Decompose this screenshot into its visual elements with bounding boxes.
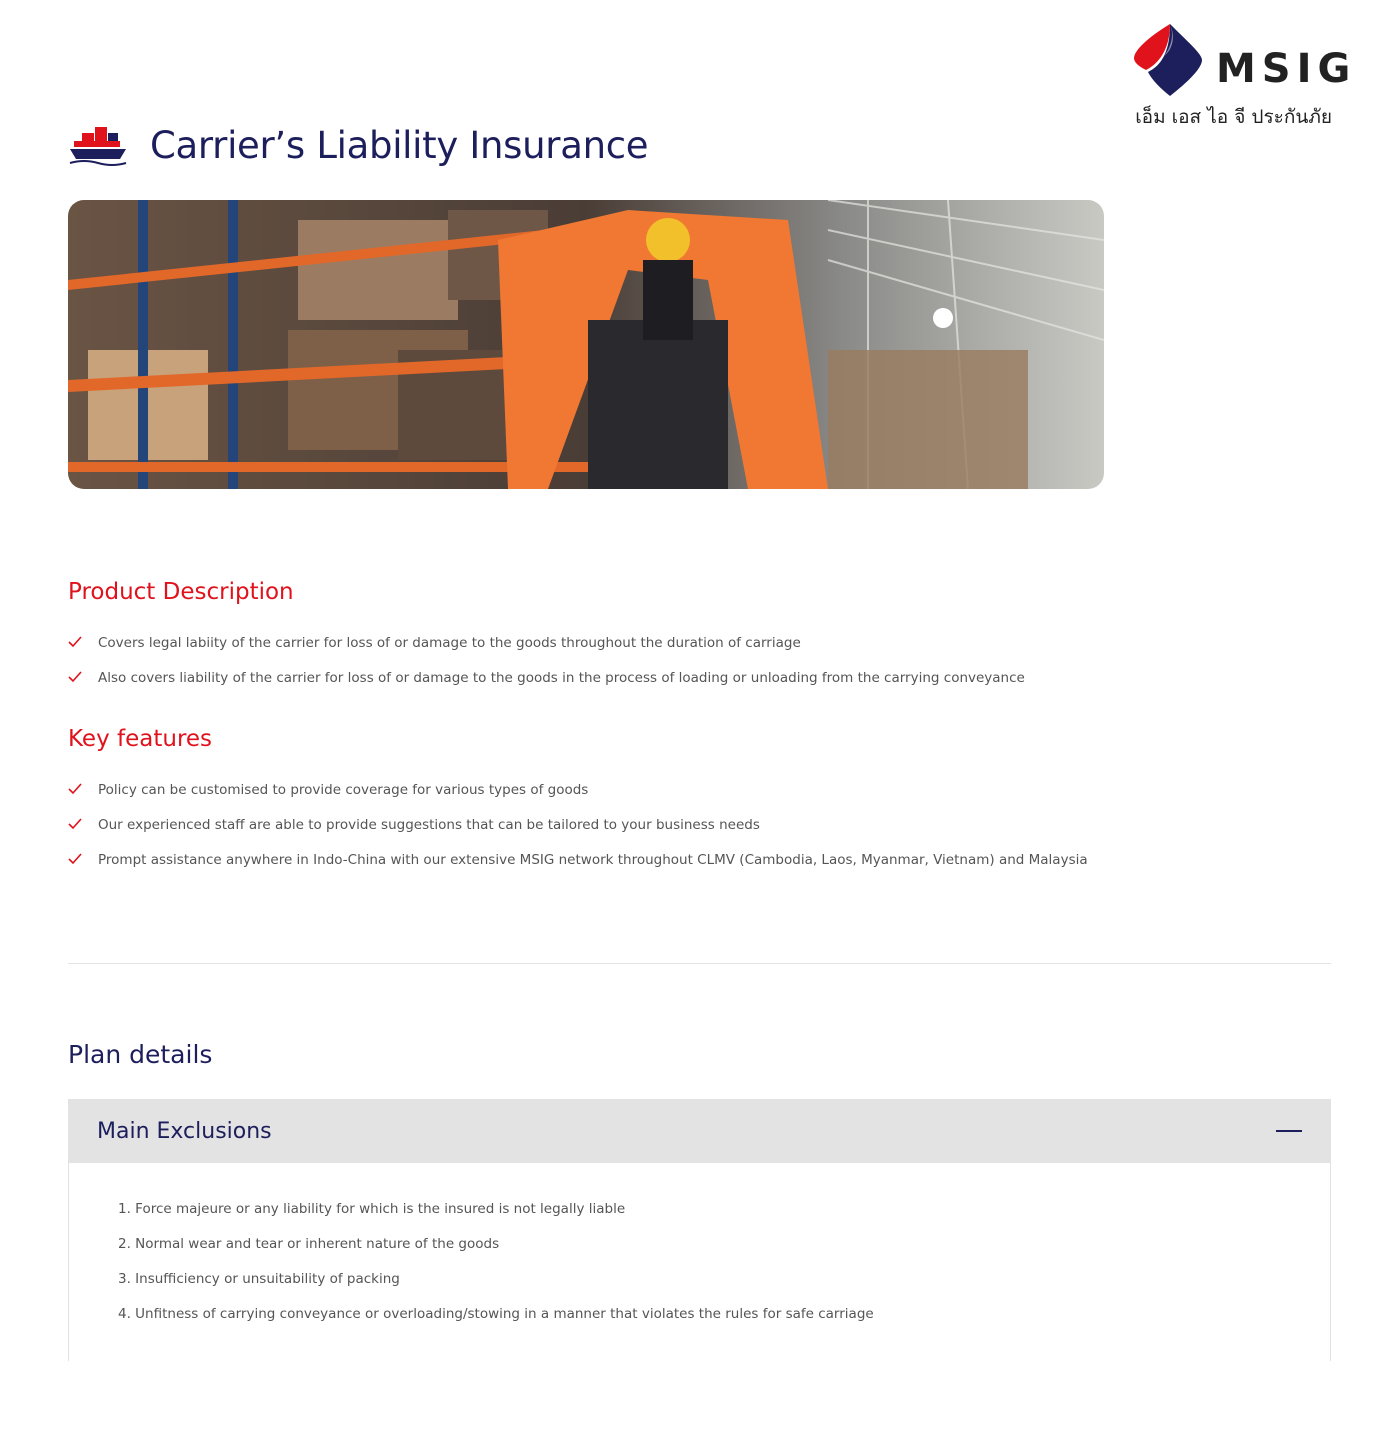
checkmark-icon [68,852,82,866]
list-item: 4. Unfitness of carrying conveyance or overloading/stowing in a manner that violates the rules for safe carriage [118,1306,874,1322]
list-item-text: Our experienced staff are able to provide suggestions that can be tailored to your business needs [98,817,760,833]
collapse-minus-icon[interactable] [1276,1130,1302,1132]
product-description-heading: Product Description [68,579,294,605]
accordion-header[interactable] [69,1099,1330,1163]
list-item-text: Covers legal labiity of the carrier for loss of or damage to the goods throughout the duration of carriage [98,635,801,651]
warehouse-photo [68,200,1104,489]
list-item: 2. Normal wear and tear or inherent nature of the goods [118,1236,500,1252]
list-item: 1. Force majeure or any liability for which is the insured is not legally liable [118,1201,626,1217]
exclusions-list [69,1163,1330,1341]
page-title: Carrier’s Liability Insurance [150,123,649,167]
list-item [68,852,1088,887]
key-features-heading: Key features [68,726,213,752]
list-item [68,670,1025,705]
list-item [68,782,1088,817]
key-features-list [68,782,1088,887]
checkmark-icon [68,782,82,796]
msig-logo-mark-icon [1130,20,1210,100]
cargo-ship-icon [68,123,130,167]
list-item-text: Policy can be customised to provide coverage for various types of goods [98,782,589,798]
list-item [68,817,1088,852]
list-item-text: Also covers liability of the carrier for loss of or damage to the goods in the process of loading or unloading from the carrying conveyance [98,670,1025,686]
msig-logo[interactable] [1130,20,1357,130]
list-item-text: Prompt assistance anywhere in Indo-China with our extensive MSIG network throughout CLMV (Cambodia, Laos, Myanmar, Vietnam) and Malaysia [98,852,1088,868]
main-exclusions-accordion [68,1099,1331,1361]
checkmark-icon [68,817,82,831]
checkmark-icon [68,635,82,649]
list-item: 3. Insufficiency or unsuitability of packing [118,1271,400,1287]
product-description-list [68,635,1025,705]
logo-thai-name: เอ็ม เอส ไอ จี ประกันภัย [1135,106,1332,128]
list-item [68,635,1025,670]
checkmark-icon [68,670,82,684]
logo-wordmark: MSIG [1216,46,1357,92]
section-divider [68,963,1331,964]
hero-warehouse-image [68,200,1104,489]
page-header [68,120,648,170]
accordion-title: Main Exclusions [97,1118,272,1144]
plan-details-heading: Plan details [68,1040,213,1069]
